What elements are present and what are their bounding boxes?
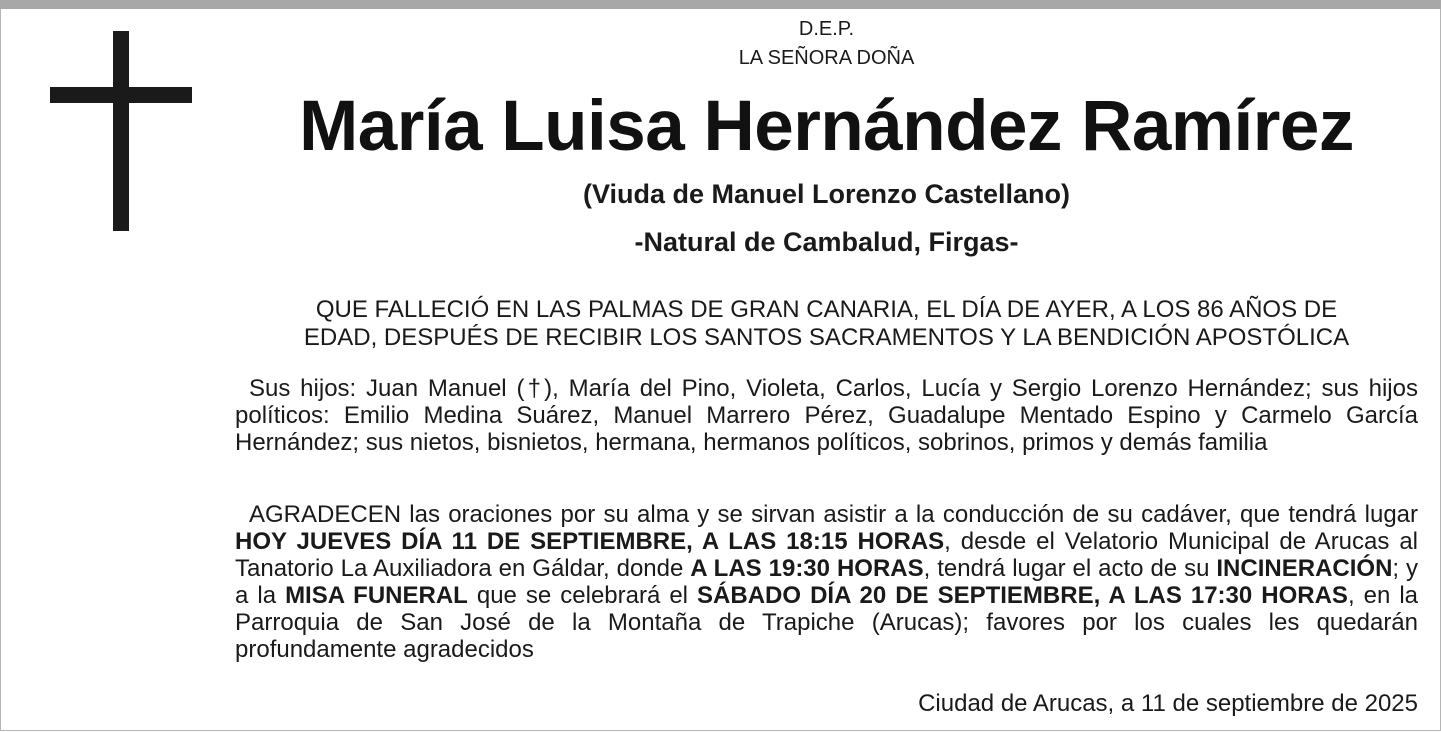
ceremony-text-6: , en la Parroquia de San José de la Montaña de Trapiche (Arucas); favores por los cuales les quedarán profundamente agradecidos — [235, 582, 1419, 663]
place-date: Ciudad de Arucas, a 11 de septiembre de 2025 — [918, 690, 1418, 717]
ceremony-text-2: , desde el Velatorio Municipal de Arucas al Tanatorio La Auxiliadora en Gáldar, donde — [235, 528, 1418, 582]
cross-horizontal-bar — [50, 87, 192, 103]
death-notice-line-1: QUE FALLECIÓ EN LAS PALMAS DE GRAN CANARIA, EL DÍA DE AYER, A LOS 86 AÑOS DE — [315, 296, 1338, 323]
top-border — [0, 0, 1441, 9]
death-notice — [235, 296, 1418, 352]
ceremony-incineration-label: INCINERACIÓN — [1216, 555, 1393, 582]
origin-line: -Natural de Cambalud, Firgas- — [634, 227, 1019, 257]
ceremony-mass-date: SÁBADO DÍA 20 DE SEPTIEMBRE, A LAS 17:30 HORAS — [697, 582, 1348, 609]
widow-line: (Viuda de Manuel Lorenzo Castellano) — [582, 179, 1071, 209]
deceased-name: María Luisa Hernández Ramírez — [299, 87, 1354, 166]
ceremony-text-4: ; y a la — [235, 555, 1419, 609]
senora-label: LA SEÑORA DOÑA — [738, 47, 915, 69]
cross-vertical-bar — [113, 31, 129, 231]
death-notice-line-2: EDAD, DESPUÉS DE RECIBIR LOS SANTOS SACRAMENTOS Y LA BENDICIÓN APOSTÓLICA — [303, 324, 1350, 351]
dep-label: D.E.P. — [798, 18, 855, 40]
ceremony-incineration-time: A LAS 19:30 HORAS — [690, 555, 924, 582]
ceremony-text-3: , tendrá lugar el acto de su — [923, 555, 1217, 582]
ceremony-paragraph — [235, 501, 1418, 663]
ceremony-text-5: que se celebrará el — [467, 582, 698, 609]
family-paragraph: Sus hijos: Juan Manuel (†), María del Pino, Violeta, Carlos, Lucía y Sergio Lorenzo Hernández; sus hijos políticos: Emilio Medina Suárez, Manuel Marrero Pérez, Guadalupe Mentado Espino y Carmelo García Hernández; sus nietos, bisnietos, hermana, hermanos políticos, sobrinos, primos y demás familia — [235, 375, 1418, 456]
ceremony-conduction-date: HOY JUEVES DÍA 11 DE SEPTIEMBRE, A LAS 18:15 HORAS — [235, 528, 945, 555]
ceremony-mass-label: MISA FUNERAL — [285, 582, 468, 609]
ceremony-text-1: AGRADECEN las oraciones por su alma y se sirvan asistir a la conducción de su cadáver, que tendrá lugar — [249, 501, 1418, 528]
